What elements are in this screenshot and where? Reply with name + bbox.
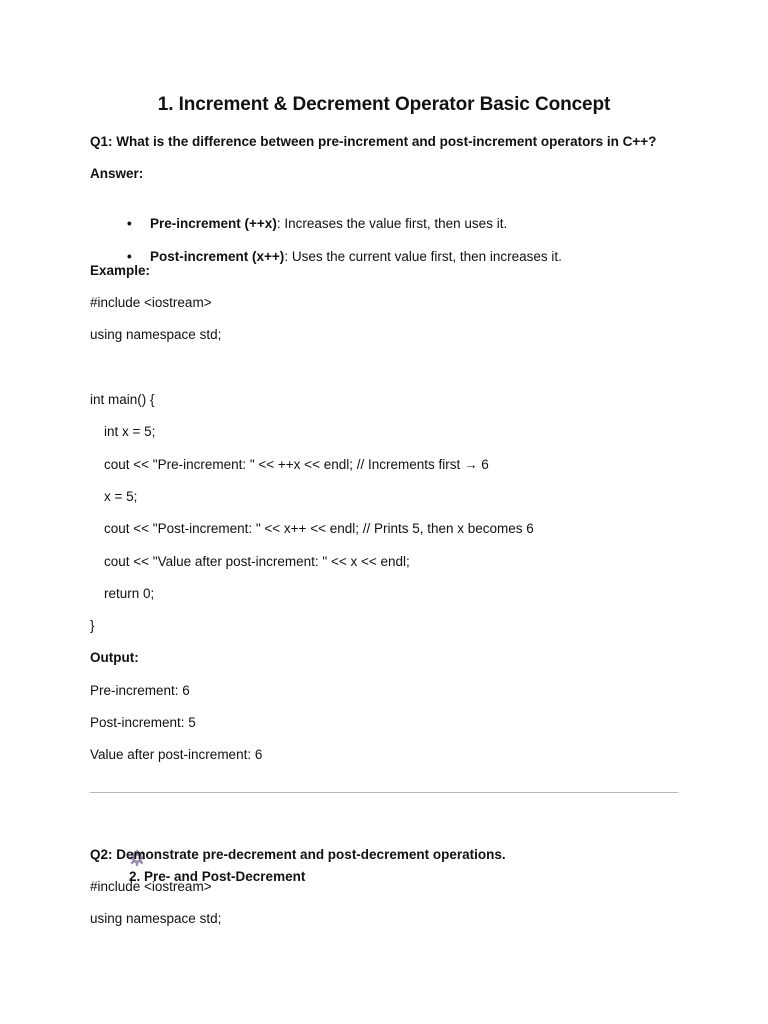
- code-line: #include <iostream>: [90, 295, 212, 310]
- code-line: int x = 5;: [104, 424, 156, 439]
- code-line: int main() {: [90, 392, 155, 407]
- question-1: Q1: What is the difference between pre-increment and post-increment operators in C++?: [90, 134, 657, 149]
- example-label: Example:: [90, 263, 151, 278]
- page-title: 1. Increment & Decrement Operator Basic Concept: [157, 94, 611, 115]
- output-label: Output:: [90, 650, 139, 665]
- code-line: using namespace std;: [90, 911, 222, 926]
- output-line: Pre-increment: 6: [90, 683, 190, 698]
- answer-label: Answer:: [90, 166, 144, 181]
- section-2-title: 2. Pre- and Post-Decrement: [129, 869, 306, 884]
- code-line: cout << "Value after post-increment: " << x << endl;: [104, 554, 410, 569]
- bullet-post-increment: [112, 230, 562, 284]
- output-line: Post-increment: 5: [90, 715, 196, 730]
- code-line: cout << "Post-increment: " << x++ << endl; // Prints 5, then x becomes 6: [104, 521, 534, 536]
- code-line: using namespace std;: [90, 327, 222, 342]
- question-2: Q2: Demonstrate pre-decrement and post-decrement operations.: [90, 847, 506, 862]
- bullet-dot: •: [127, 216, 132, 231]
- bullet-desc: : Increases the value first, then uses it.: [276, 216, 508, 231]
- code-line: cout << "Pre-increment: " << ++x << endl; // Increments first → 6: [104, 457, 489, 472]
- code-line: return 0;: [104, 586, 155, 601]
- section-divider: [90, 792, 678, 793]
- code-line: x = 5;: [104, 489, 138, 504]
- bullet-dot: •: [127, 249, 132, 264]
- bullet-desc: : Uses the current value first, then increases it.: [284, 249, 562, 264]
- code-line: }: [90, 618, 95, 633]
- bullet-term: Post-increment (x++): [150, 249, 285, 264]
- code-line: #include <iostream>: [90, 879, 212, 894]
- output-line: Value after post-increment: 6: [90, 747, 263, 762]
- bullet-term: Pre-increment (++x): [150, 216, 277, 231]
